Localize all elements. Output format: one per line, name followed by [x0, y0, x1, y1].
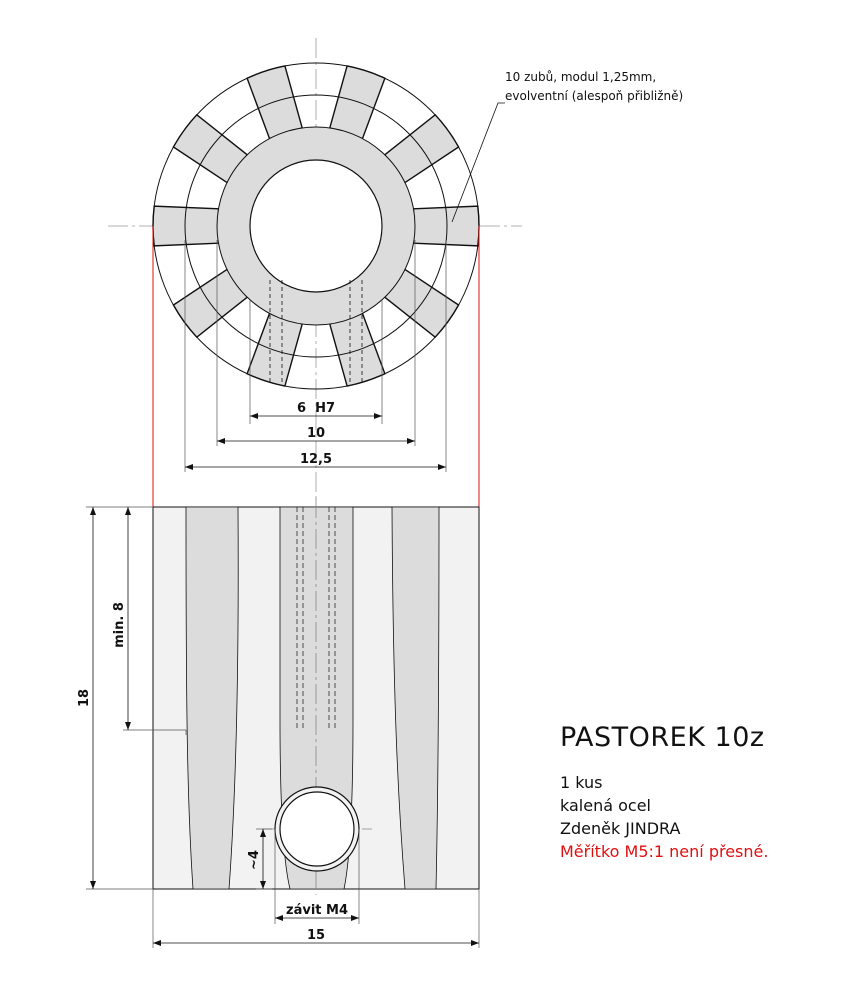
teeth-note	[452, 70, 683, 222]
gear-top-view	[108, 38, 683, 507]
gear-tooth	[330, 313, 385, 386]
bore-circle	[250, 160, 382, 292]
gear-tooth	[330, 66, 385, 139]
side-band-left	[186, 507, 238, 889]
dim-width-label: 15	[306, 928, 326, 943]
gear-tooth	[247, 66, 302, 139]
dim-approx-label: ~4	[247, 850, 262, 870]
gear-tooth	[247, 313, 302, 386]
dim-height	[77, 507, 153, 889]
gear-side-view	[77, 498, 479, 948]
teeth-note-line1: 10 zubů, modul 1,25mm,	[505, 70, 657, 84]
dim-width	[153, 889, 479, 948]
dim-height-label: 18	[77, 688, 92, 708]
thread-hole-inner	[280, 792, 354, 866]
dim-teeth-label: 12,5	[299, 452, 333, 467]
title-block	[560, 722, 850, 863]
dim-bore-label: 6 H7	[296, 401, 336, 416]
part-material: kalená ocel	[560, 796, 651, 815]
scale-note: Měřítko M5:1 není přesné.	[560, 842, 769, 861]
dim-hub	[217, 426, 415, 444]
dim-bore	[250, 401, 382, 419]
dim-min-label: min. 8	[112, 602, 127, 648]
dim-thread-label: závit M4	[286, 903, 348, 918]
part-author: Zdeněk JINDRA	[560, 819, 681, 838]
part-title: PASTOREK 10z	[560, 722, 765, 753]
part-quantity: 1 kus	[560, 773, 603, 792]
dim-hub-label: 10	[306, 426, 326, 441]
dim-teeth	[185, 452, 446, 470]
teeth-note-line2: evolventní (alespoň přibližně)	[505, 89, 684, 103]
